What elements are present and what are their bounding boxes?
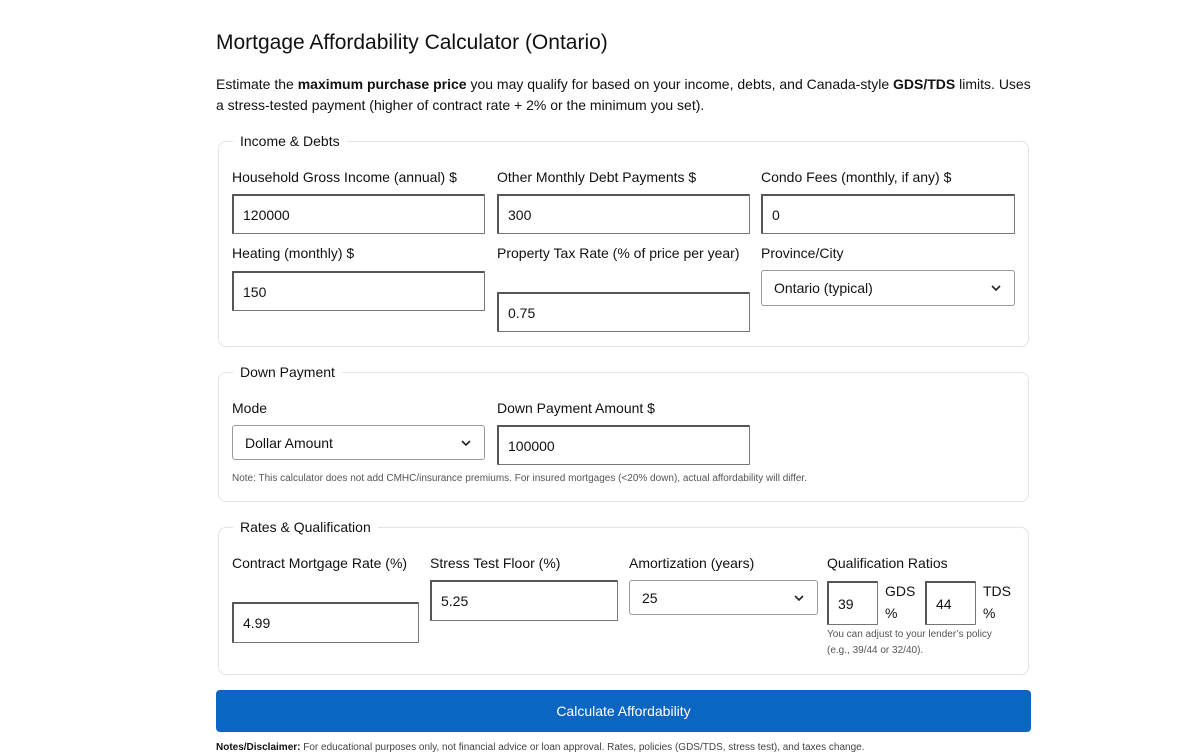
cmhc-note: Note: This calculator does not add CMHC/insurance premiums. For insured mortgages (<20% down), actual affordability will differ. (232, 473, 807, 484)
tax-rate-input[interactable] (497, 292, 750, 332)
gds-input[interactable] (827, 581, 878, 625)
ratios-note: You can adjust to your lender’s policy (e.g., 39/44 or 32/40). (827, 629, 992, 656)
disclaimer (216, 742, 1036, 753)
debt-input[interactable] (497, 194, 750, 234)
down-amount-input[interactable] (497, 425, 750, 465)
tds-label: TDS % (983, 583, 1011, 621)
contract-rate-label: Contract Mortgage Rate (%) (232, 555, 408, 571)
condo-label: Condo Fees (monthly, if any) $ (761, 169, 952, 185)
disclaimer-bold: Notes/Disclaimer: (216, 742, 301, 753)
intro-part-2: you may qualify for based on your income, debts, and Canada-style (466, 76, 894, 92)
down-amount-label: Down Payment Amount $ (497, 400, 655, 416)
stress-floor-label: Stress Test Floor (%) (430, 555, 561, 571)
ratios-label: Qualification Ratios (827, 555, 948, 571)
condo-input[interactable] (761, 194, 1015, 234)
intro-bold-2: GDS/TDS (893, 76, 956, 92)
contract-rate-input[interactable] (232, 602, 419, 643)
calculate-button[interactable]: Calculate Affordability (216, 690, 1031, 732)
stress-floor-input[interactable] (430, 580, 618, 621)
chevron-down-icon (990, 282, 1002, 294)
intro-text (216, 74, 1031, 116)
income-debts-legend: Income & Debts (240, 133, 340, 149)
province-selected-value: Ontario (typical) (774, 280, 873, 296)
amortization-label: Amortization (years) (629, 555, 755, 571)
province-select[interactable] (761, 270, 1015, 306)
mode-label: Mode (232, 400, 268, 416)
mode-select[interactable] (232, 425, 485, 460)
tax-rate-label: Property Tax Rate (% of price per year) (497, 245, 740, 261)
debt-label: Other Monthly Debt Payments $ (497, 169, 697, 185)
chevron-down-icon (460, 437, 472, 449)
heating-label: Heating (monthly) $ (232, 245, 355, 261)
intro-part-3: limits. Uses a stress-tested payment (higher of contract rate + 2% or the minimum you set). (216, 76, 1031, 113)
disclaimer-text: For educational purposes only, not financial advice or loan approval. Rates, policies (GDS/TDS, stress test), and taxes change. (300, 742, 865, 753)
mode-selected-value: Dollar Amount (245, 434, 333, 451)
down-payment-legend: Down Payment (240, 364, 335, 380)
income-input[interactable] (232, 194, 485, 234)
page-title: Mortgage Affordability Calculator (Ontario) (216, 31, 608, 54)
tds-input[interactable] (925, 581, 976, 625)
intro-part-1: Estimate the (216, 76, 298, 92)
province-label: Province/City (761, 245, 844, 261)
chevron-down-icon (793, 592, 805, 604)
income-label: Household Gross Income (annual) $ (232, 169, 457, 185)
heating-input[interactable] (232, 271, 485, 311)
intro-bold-1: maximum purchase price (297, 76, 467, 92)
gds-label: GDS % (885, 583, 916, 621)
rates-legend: Rates & Qualification (240, 519, 371, 535)
amortization-selected-value: 25 (642, 589, 658, 606)
amortization-select[interactable] (629, 580, 818, 615)
